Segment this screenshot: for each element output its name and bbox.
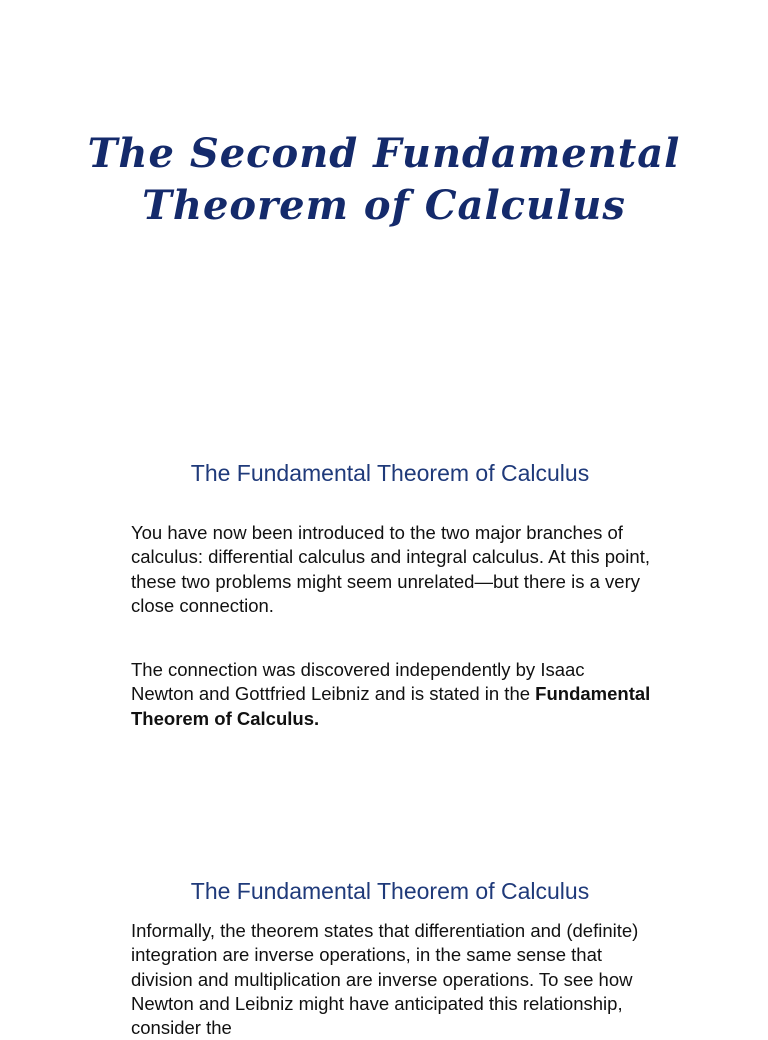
connection-paragraph: [131, 658, 651, 731]
title-line-1: The Second Fundamental: [87, 130, 681, 177]
document-title: [0, 128, 768, 232]
connection-text: The connection was discovered independently by Isaac Newton and Gottfried Leibniz and is stated in the: [131, 659, 585, 705]
title-line-2: Theorem of Calculus: [142, 182, 626, 229]
intro-paragraph: You have now been introduced to the two major branches of calculus: differential calculus and integral calculus. At this point, these two problems might seem unrelated—but there is a very close connection.: [131, 522, 650, 616]
informal-paragraph: Informally, the theorem states that differentiation and (definite) integration are inverse operations, in the same sense that division and multiplication are inverse operations. To see how Newton and Leibniz might have anticipated this relationship, consider the: [131, 920, 639, 1039]
theorem-name-bold: Fundamental Theorem of Calculus.: [131, 683, 651, 729]
section-heading-2: The Fundamental Theorem of Calculus: [190, 878, 590, 904]
section-heading-1: The Fundamental Theorem of Calculus: [190, 460, 590, 486]
